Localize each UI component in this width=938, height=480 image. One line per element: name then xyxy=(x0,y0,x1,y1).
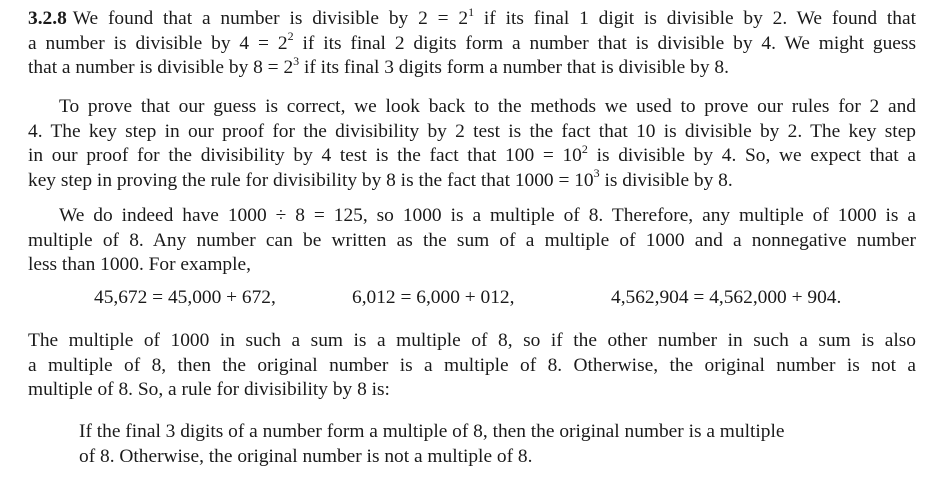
intro-paragraph xyxy=(28,4,916,81)
conclusion-paragraph xyxy=(28,329,916,403)
example-equation: 4,562,904 = 4,562,000 + 904. xyxy=(611,287,842,308)
text-line: The multiple of 1000 in such a sum is a multiple of 8, so if the other number in such a sum is also xyxy=(28,330,916,351)
text-span: is divisible by 8. xyxy=(599,169,733,191)
text-span: key step in proving the rule for divisibility by 8 is the fact that 1000 = 10 xyxy=(28,169,594,191)
example-equation: 6,012 = 6,000 + 012, xyxy=(352,287,515,308)
multiple-paragraph xyxy=(28,204,916,278)
exponent: 2 xyxy=(581,141,588,156)
text-line: We do indeed have 1000 ÷ 8 = 125, so 1000 is a multiple of 8. Therefore, any multiple of 1000 is a xyxy=(59,205,916,226)
text-span: if its final 2 digits form a number that is divisible by 4. We might guess xyxy=(293,32,916,54)
text-span: We found that a number is divisible by 2 = 2 xyxy=(72,8,469,29)
text-line: less than 1000. For example, xyxy=(28,254,251,275)
text-line: 4. The key step in our proof for the divisibility by 2 test is the fact that 10 is divisible by 2. The key step xyxy=(28,120,916,142)
proof-paragraph xyxy=(28,95,916,193)
exponent: 2 xyxy=(287,29,294,44)
text-line: a multiple of 8, then the original number is a multiple of 8. Otherwise, the original number is not a xyxy=(28,354,916,376)
text-span: is divisible by 4. So, we expect that a xyxy=(587,145,916,166)
exponent: 3 xyxy=(293,53,300,68)
text-span: in our proof for the divisibility by 4 test is the fact that 100 = 10 xyxy=(28,145,582,166)
text-line: multiple of 8. So, a rule for divisibility by 8 is: xyxy=(28,379,390,400)
text-span: if its final 3 digits form a number that is divisible by 8. xyxy=(299,57,729,78)
text-line: of 8. Otherwise, the original number is not a multiple of 8. xyxy=(79,445,533,467)
section-number: 3.2.8 xyxy=(28,8,67,29)
example-equation: 45,672 = 45,000 + 672, xyxy=(94,287,276,308)
exponent: 1 xyxy=(468,4,475,19)
text-line: To prove that our guess is correct, we look back to the methods we used to prove our rules for 2 and xyxy=(59,96,916,117)
text-line xyxy=(28,29,916,57)
text-line: If the final 3 digits of a number form a multiple of 8, then the original number is a multiple xyxy=(79,421,785,442)
text-line xyxy=(28,166,916,194)
exponent: 3 xyxy=(593,166,600,181)
text-span: a number is divisible by 4 = 2 xyxy=(28,32,288,54)
text-span: if its final 1 digit is divisible by 2. We found that xyxy=(474,8,916,29)
text-line xyxy=(28,4,916,32)
text-line: multiple of 8. Any number can be written as the sum of a multiple of 1000 and a nonnegative number xyxy=(28,229,916,251)
text-line xyxy=(28,53,916,81)
text-line xyxy=(28,141,916,169)
text-span: that a number is divisible by 8 = 2 xyxy=(28,57,294,78)
divisibility-rule xyxy=(79,420,879,469)
